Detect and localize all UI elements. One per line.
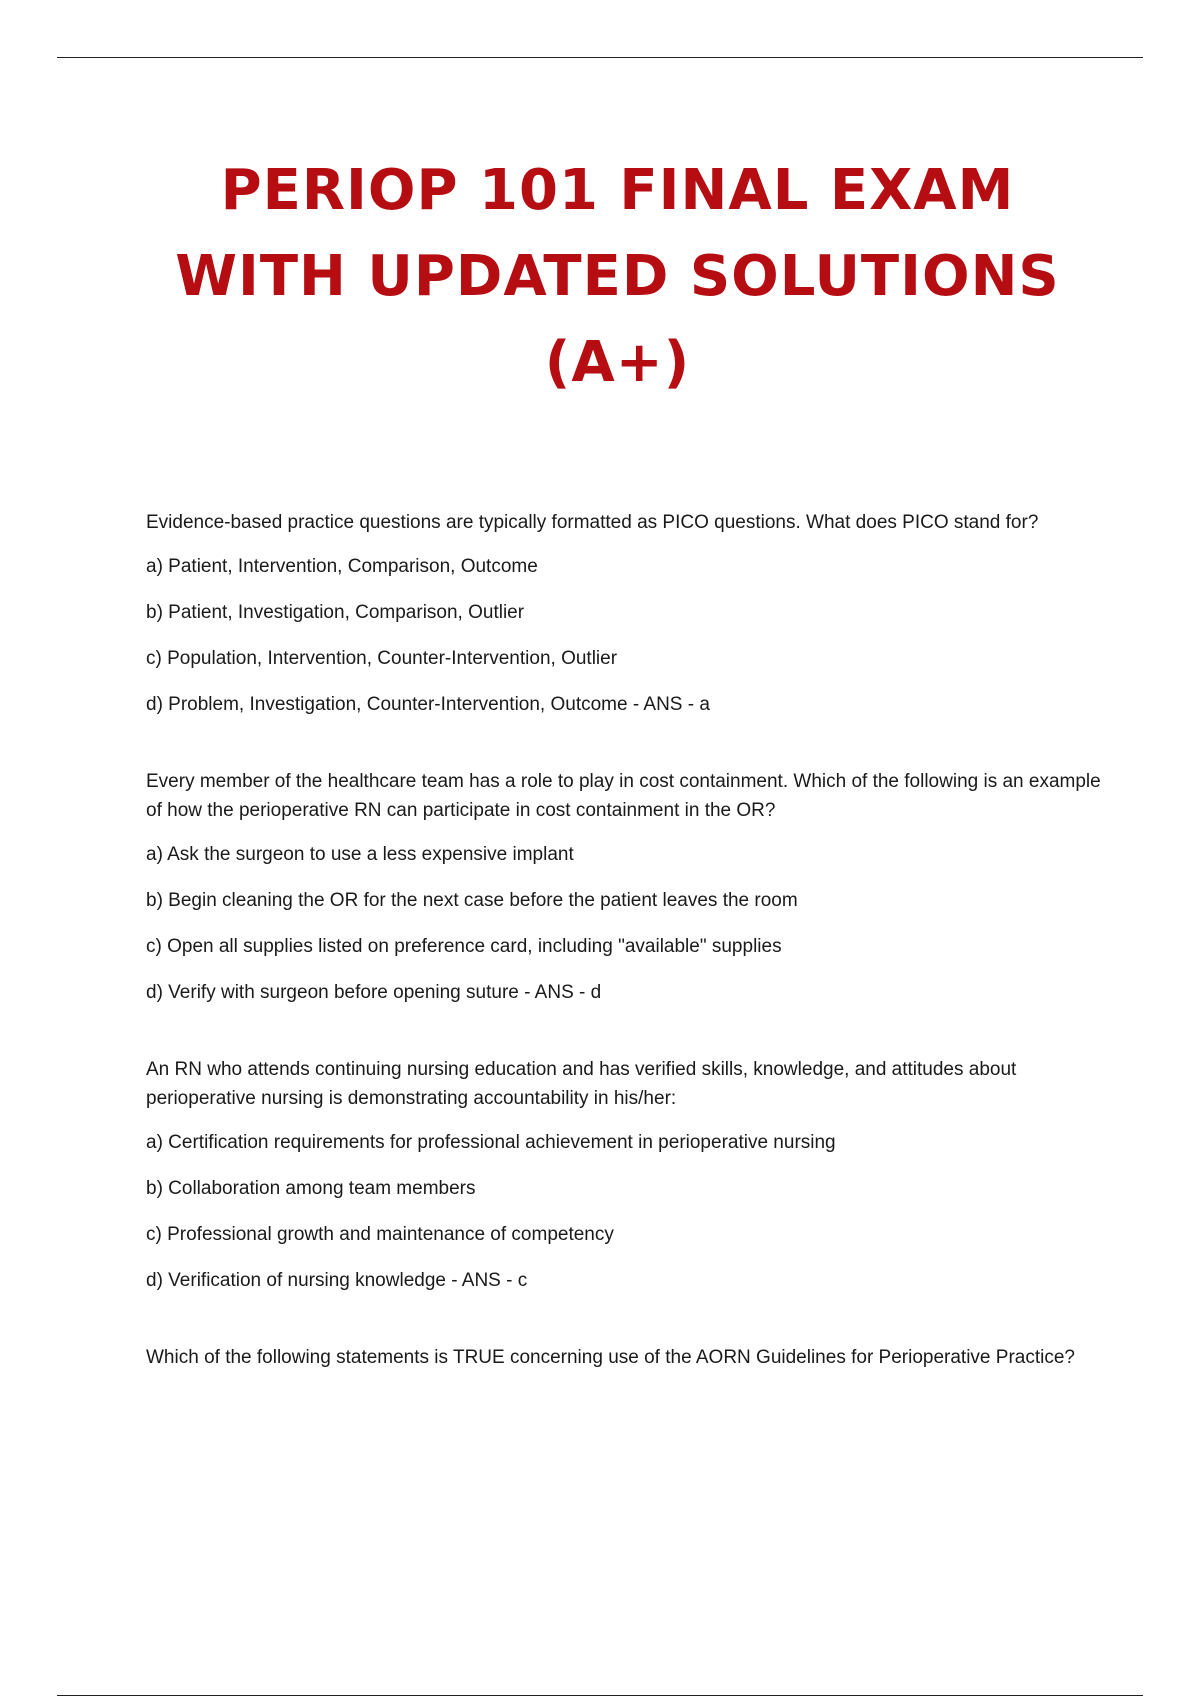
question-stem: Every member of the healthcare team has a role to play in cost containment. Which of the following is an example of how the perioperative RN can participate in cost containment in the OR? (146, 771, 1101, 821)
top-rule (57, 57, 1143, 58)
title-line: (A+) (544, 330, 691, 395)
answer-option: c) Professional growth and maintenance of competency (146, 1224, 614, 1245)
answer-option: d) Verification of nursing knowledge - ANS - c (146, 1270, 528, 1291)
question-block (146, 1055, 1106, 1295)
answer-option: c) Population, Intervention, Counter-Intervention, Outlier (146, 648, 618, 669)
question-list (146, 508, 1106, 1420)
answer-option: b) Patient, Investigation, Comparison, Outlier (146, 602, 525, 623)
bottom-rule (57, 1695, 1143, 1696)
answer-option: b) Collaboration among team members (146, 1178, 476, 1199)
title-line: PERIOP 101 FINAL EXAM (220, 158, 1015, 223)
document-title (0, 148, 1200, 406)
question-block (146, 508, 1106, 719)
answer-option: a) Patient, Intervention, Comparison, Outcome (146, 556, 538, 577)
title-line: WITH UPDATED SOLUTIONS (175, 244, 1060, 309)
question-block (146, 767, 1106, 1007)
question-stem: Which of the following statements is TRUE concerning use of the AORN Guidelines for Perioperative Practice? (146, 1347, 1075, 1368)
answer-option: b) Begin cleaning the OR for the next case before the patient leaves the room (146, 890, 798, 911)
answer-option: a) Ask the surgeon to use a less expensive implant (146, 844, 574, 865)
question-block (146, 1343, 1106, 1372)
answer-option: d) Verify with surgeon before opening suture - ANS - d (146, 982, 602, 1003)
question-stem: Evidence-based practice questions are typically formatted as PICO questions. What does PICO stand for? (146, 512, 1039, 533)
question-stem: An RN who attends continuing nursing education and has verified skills, knowledge, and attitudes about perioperative nursing is demonstrating accountability in his/her: (146, 1059, 1017, 1109)
answer-option: c) Open all supplies listed on preference card, including "available" supplies (146, 936, 782, 957)
answer-option: a) Certification requirements for professional achievement in perioperative nursing (146, 1132, 836, 1153)
answer-option: d) Problem, Investigation, Counter-Intervention, Outcome - ANS - a (146, 694, 710, 715)
